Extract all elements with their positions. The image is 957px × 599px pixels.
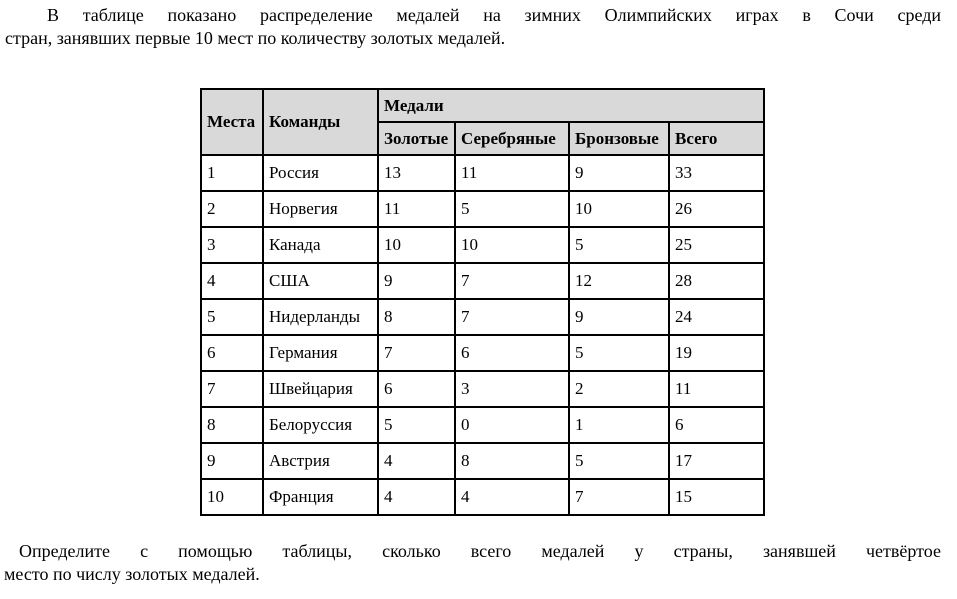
table-row	[201, 335, 764, 371]
cell-team: Канада	[263, 227, 378, 263]
medals-table	[200, 88, 765, 516]
cell-total: 15	[669, 479, 764, 515]
cell-silver: 10	[455, 227, 569, 263]
cell-place: 5	[201, 299, 263, 335]
table-row	[201, 191, 764, 227]
header-row-top	[201, 89, 764, 122]
cell-bronze: 2	[569, 371, 669, 407]
cell-gold: 11	[378, 191, 455, 227]
cell-silver: 6	[455, 335, 569, 371]
cell-place: 3	[201, 227, 263, 263]
cell-total: 26	[669, 191, 764, 227]
cell-gold: 4	[378, 443, 455, 479]
cell-team: Норвегия	[263, 191, 378, 227]
table-row	[201, 263, 764, 299]
table-row	[201, 407, 764, 443]
medals-table-body	[201, 155, 764, 515]
cell-team: Белоруссия	[263, 407, 378, 443]
cell-gold: 10	[378, 227, 455, 263]
cell-bronze: 9	[569, 299, 669, 335]
cell-place: 9	[201, 443, 263, 479]
table-row	[201, 371, 764, 407]
question-line-1: Определите с помощью таблицы, сколько всего медалей у страны, занявшей четвёртое	[19, 541, 941, 561]
header-places: Места	[201, 89, 263, 155]
cell-bronze: 7	[569, 479, 669, 515]
cell-total: 33	[669, 155, 764, 191]
question-paragraph	[4, 540, 941, 586]
cell-bronze: 5	[569, 227, 669, 263]
cell-team: Нидерланды	[263, 299, 378, 335]
cell-bronze: 10	[569, 191, 669, 227]
cell-team: Россия	[263, 155, 378, 191]
cell-gold: 7	[378, 335, 455, 371]
cell-bronze: 1	[569, 407, 669, 443]
cell-gold: 4	[378, 479, 455, 515]
cell-total: 19	[669, 335, 764, 371]
cell-silver: 3	[455, 371, 569, 407]
medals-table-head	[201, 89, 764, 155]
cell-bronze: 12	[569, 263, 669, 299]
cell-total: 28	[669, 263, 764, 299]
cell-total: 25	[669, 227, 764, 263]
cell-gold: 9	[378, 263, 455, 299]
cell-bronze: 5	[569, 335, 669, 371]
header-silver: Серебряные	[455, 122, 569, 155]
cell-gold: 8	[378, 299, 455, 335]
cell-silver: 5	[455, 191, 569, 227]
cell-silver: 0	[455, 407, 569, 443]
header-teams: Команды	[263, 89, 378, 155]
cell-place: 6	[201, 335, 263, 371]
cell-bronze: 5	[569, 443, 669, 479]
cell-total: 17	[669, 443, 764, 479]
medals-table-container	[200, 88, 765, 516]
cell-silver: 7	[455, 299, 569, 335]
cell-team: Германия	[263, 335, 378, 371]
intro-line-2: стран, занявших первые 10 мест по количеству золотых медалей.	[5, 28, 506, 48]
header-medals-group: Медали	[378, 89, 764, 122]
cell-bronze: 9	[569, 155, 669, 191]
intro-paragraph	[5, 4, 941, 50]
cell-team: США	[263, 263, 378, 299]
header-total: Всего	[669, 122, 764, 155]
cell-silver: 8	[455, 443, 569, 479]
header-gold: Золотые	[378, 122, 455, 155]
cell-silver: 7	[455, 263, 569, 299]
table-row	[201, 443, 764, 479]
cell-silver: 11	[455, 155, 569, 191]
cell-place: 2	[201, 191, 263, 227]
cell-gold: 5	[378, 407, 455, 443]
cell-team: Франция	[263, 479, 378, 515]
table-row	[201, 155, 764, 191]
cell-total: 11	[669, 371, 764, 407]
table-row	[201, 479, 764, 515]
cell-gold: 6	[378, 371, 455, 407]
cell-team: Швейцария	[263, 371, 378, 407]
question-line-2: место по числу золотых медалей.	[4, 564, 260, 584]
cell-total: 6	[669, 407, 764, 443]
cell-total: 24	[669, 299, 764, 335]
cell-team: Австрия	[263, 443, 378, 479]
cell-place: 4	[201, 263, 263, 299]
table-row	[201, 227, 764, 263]
cell-gold: 13	[378, 155, 455, 191]
header-bronze: Бронзовые	[569, 122, 669, 155]
cell-place: 1	[201, 155, 263, 191]
table-row	[201, 299, 764, 335]
cell-place: 10	[201, 479, 263, 515]
cell-place: 7	[201, 371, 263, 407]
cell-silver: 4	[455, 479, 569, 515]
cell-place: 8	[201, 407, 263, 443]
intro-line-1: В таблице показано распределение медалей на зимних Олимпийских играх в Сочи среди	[47, 5, 941, 25]
